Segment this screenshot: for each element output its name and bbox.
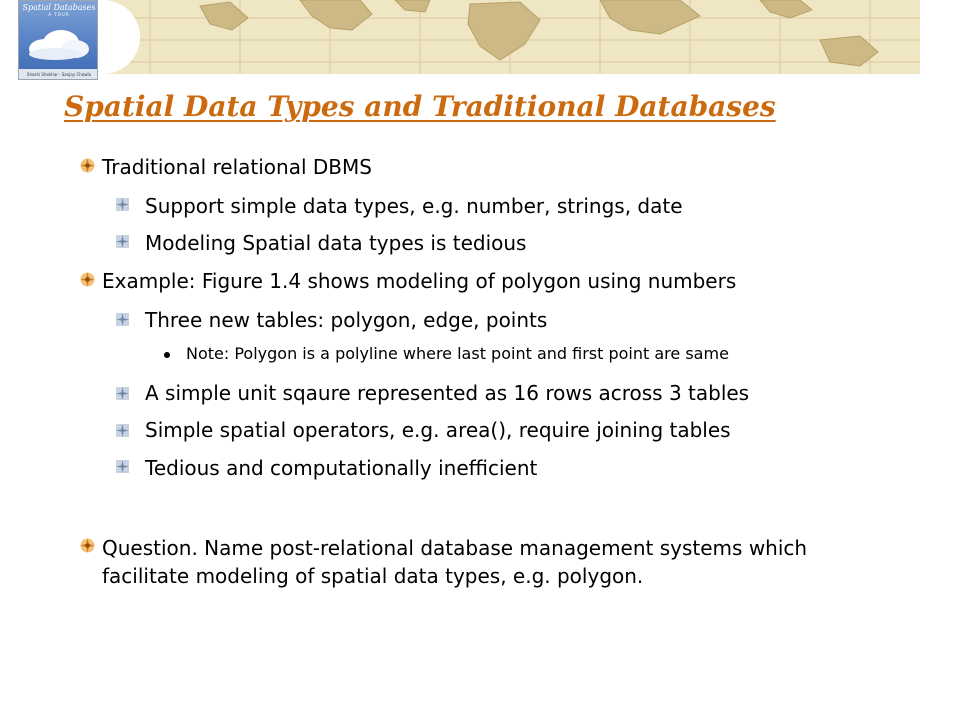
compass-rose-bullet-icon xyxy=(80,538,95,553)
cloud-image xyxy=(25,27,91,61)
small-square-rose-bullet-icon xyxy=(116,387,129,400)
small-square-rose-bullet-icon xyxy=(116,424,129,437)
small-square-rose-bullet-icon xyxy=(116,460,129,473)
bullet-unit-square: A simple unit sqaure represented as 16 rows across 3 tables xyxy=(145,381,750,405)
cover-subtitle: A TOUR xyxy=(48,12,70,17)
bullet-three-tables: Three new tables: polygon, edge, points xyxy=(145,308,548,332)
compass-rose-bullet-icon xyxy=(80,272,95,287)
slide-title: Spatial Data Types and Traditional Databases xyxy=(64,90,776,123)
compass-rose-bullet-icon xyxy=(80,158,95,173)
small-square-rose-bullet-icon xyxy=(116,235,129,248)
book-cover-thumbnail xyxy=(18,0,98,80)
header-map-banner xyxy=(0,0,920,74)
small-square-rose-bullet-icon xyxy=(116,198,129,211)
dot-bullet-icon xyxy=(164,352,170,358)
small-square-rose-bullet-icon xyxy=(116,313,129,326)
bullet-polygon-note: Note: Polygon is a polyline where last point and first point are same xyxy=(186,344,729,363)
bullet-question: Question. Name post-relational database management systems which facilitate modeling of spatial data types, e.g. polygon. xyxy=(102,536,808,588)
bullet-example-figure: Example: Figure 1.4 shows modeling of polygon using numbers xyxy=(102,269,737,293)
bullet-modeling-tedious: Modeling Spatial data types is tedious xyxy=(145,231,527,255)
cover-authors: Shashi Shekhar · Sanjay Chawla xyxy=(19,69,98,80)
bullet-traditional-dbms: Traditional relational DBMS xyxy=(102,155,372,179)
bullet-inefficient: Tedious and computationally inefficient xyxy=(145,456,538,480)
bullet-simple-data-types: Support simple data types, e.g. number, strings, date xyxy=(145,194,683,218)
bullet-spatial-operators: Simple spatial operators, e.g. area(), require joining tables xyxy=(145,418,731,442)
cover-title: Spatial Databases xyxy=(22,3,96,12)
